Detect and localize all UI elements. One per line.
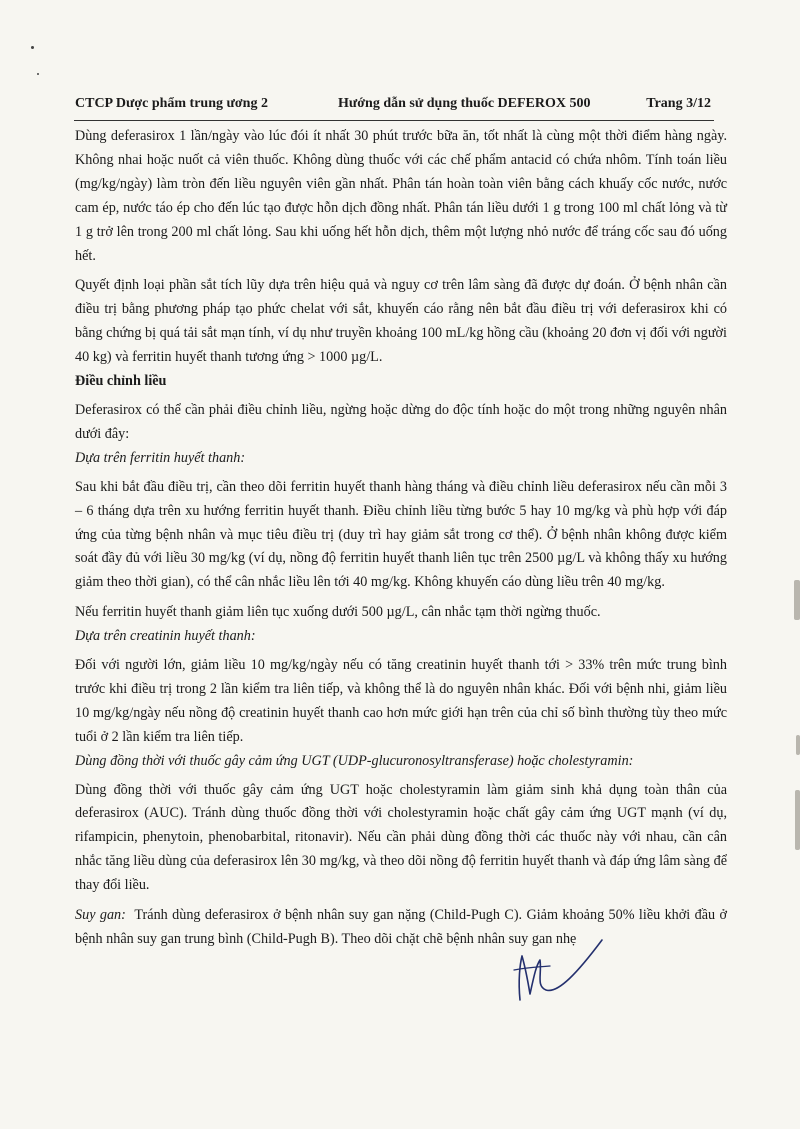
- scan-edge-mark: [794, 580, 800, 620]
- paragraph-ugt-inducers: Dùng đồng thời với thuốc gây cảm ứng UGT hoặc cholestyramin làm giảm sinh khả dụng toàn thân của deferasirox (AUC). Tránh dùng thuốc đồng thời với cholestyramin hoặc chất gây cảm ứng UGT mạnh (ví dụ, rifampicin, phenytoin, phenobarbital, ritonavir). Nếu cần phải dùng đồng thời các thuốc này với nhau, cần cân nhắc tăng liều dùng của deferasirox lên 30 mg/kg, và theo dõi nồng độ ferritin huyết thanh và đáp ứng lâm sàng để thay đổi liều.: [75, 781, 727, 894]
- paragraph-dose-intro: Deferasirox có thể cần phải điều chỉnh liều, ngừng hoặc dừng do độc tính hoặc do một trong những nguyên nhân dưới đây:: [75, 401, 727, 442]
- header-document-title: Hướng dẫn sử dụng thuốc DEFEROX 500: [338, 96, 591, 111]
- paragraph-ferritin-adjustment: Sau khi bắt đầu điều trị, cần theo dõi ferritin huyết thanh hàng tháng và điều chỉnh liều deferasirox nếu cần mỗi 3 – 6 tháng dựa trên xu hướng ferritin huyết thanh. Điều chỉnh liều từng bước 5 hay 10 mg/kg và phù hợp với đáp ứng của từng bệnh nhân và mục tiêu điều trị (duy trì hay giảm sắt trong cơ thể). Ở bệnh nhân không được kiểm soát đầy đủ với liều 30 mg/kg (ví dụ, nồng độ ferritin huyết thanh liên tục trên 2500 µg/L và không thấy xu hướng giảm theo thời gian), có thể cân nhắc liều lên tới 40 mg/kg. Không khuyến cáo dùng liều trên 40 mg/kg.: [75, 478, 727, 591]
- subheading-ugt-inducers: Dùng đồng thời với thuốc gây cảm ứng UGT (UDP-glucuronosyltransferase) hoặc cholestyramin:: [75, 752, 634, 769]
- scan-speck: [31, 46, 34, 49]
- paragraph-creatinin-adjustment: Đối với người lớn, giảm liều 10 mg/kg/ngày nếu có tăng creatinin huyết thanh tới > 33% trên mức trung bình trước khi điều trị trong 2 lần kiểm tra liên tiếp, và không thể là do nguyên nhân khác. Đối với bệnh nhi, giảm liều 10 mg/kg/ngày nếu nồng độ creatinin huyết thanh cao hơn mức giới hạn trên của chỉ số bình thường tùy theo mức tuổi ở 2 lần kiểm tra liên tiếp.: [75, 657, 727, 745]
- subheading-creatinin: Dựa trên creatinin huyết thanh:: [75, 628, 256, 645]
- paragraph-administration: Dùng deferasirox 1 lần/ngày vào lúc đói ít nhất 30 phút trước bữa ăn, tốt nhất là cùng một thời điểm hàng ngày. Không nhai hoặc nuốt cả viên thuốc. Không dùng thuốc với các chế phẩm antacid có chứa nhôm. Tính toán liều (mg/kg/ngày) làm tròn đến liều nguyên viên gần nhất. Phân tán hoàn toàn viên bằng cách khuấy cốc nước, nước cam ép, nước táo ép cho đến lúc tạo được hỗn dịch đồng nhất. Phân tán liều dưới 1 g trong 100 ml chất lỏng và từ 1 g trở lên trong 200 ml chất lỏng. Sau khi uống hết hỗn dịch, thêm một lượng nhỏ nước để tráng cốc sau đó uống hết.: [75, 128, 727, 264]
- header-page-number: Trang 3/12: [646, 96, 711, 111]
- scan-edge-mark: [795, 790, 800, 850]
- paragraph-iron-overload: Quyết định loại phần sắt tích lũy dựa trên hiệu quả và nguy cơ trên lâm sàng đã được dự đoán. Ở bệnh nhân cần điều trị bằng phương pháp tạo phức chelat với sắt, khuyến cáo rằng nên bắt đầu điều trị với deferasirox khi có bằng chứng bị quá tải sắt mạn tính, ví dụ như truyền khoảng 100 mL/kg hồng cầu (khoảng 20 đơn vị đối với người 40 kg) và ferritin huyết thanh tương ứng > 1000 µg/L.: [75, 277, 727, 366]
- paragraph-ferritin-pause: Nếu ferritin huyết thanh giảm liên tục xuống dưới 500 µg/L, cân nhắc tạm thời ngừng thuốc.: [75, 604, 601, 621]
- page-header: [75, 96, 711, 118]
- scan-edge-mark: [796, 735, 800, 755]
- handwritten-signature: [506, 930, 606, 1010]
- hepatic-text: Tránh dùng deferasirox ở bệnh nhân suy gan nặng (Child-Pugh C). Giảm khoảng 50% liều khởi đầu ở bệnh nhân suy gan trung bình (Child-Pugh B). Theo dõi chặt chẽ bệnh nhân suy gan nhẹ: [75, 907, 727, 947]
- header-company: CTCP Dược phẩm trung ương 2: [75, 96, 268, 111]
- header-rule: [74, 120, 714, 121]
- scan-speck: [37, 73, 39, 75]
- section-heading-dose-adjustment: Điều chỉnh liều: [75, 373, 167, 390]
- document-body: [75, 125, 727, 958]
- subheading-ferritin: Dựa trên ferritin huyết thanh:: [75, 449, 246, 466]
- hepatic-label: Suy gan:: [75, 907, 126, 924]
- paragraph-hepatic-impairment: [75, 904, 727, 952]
